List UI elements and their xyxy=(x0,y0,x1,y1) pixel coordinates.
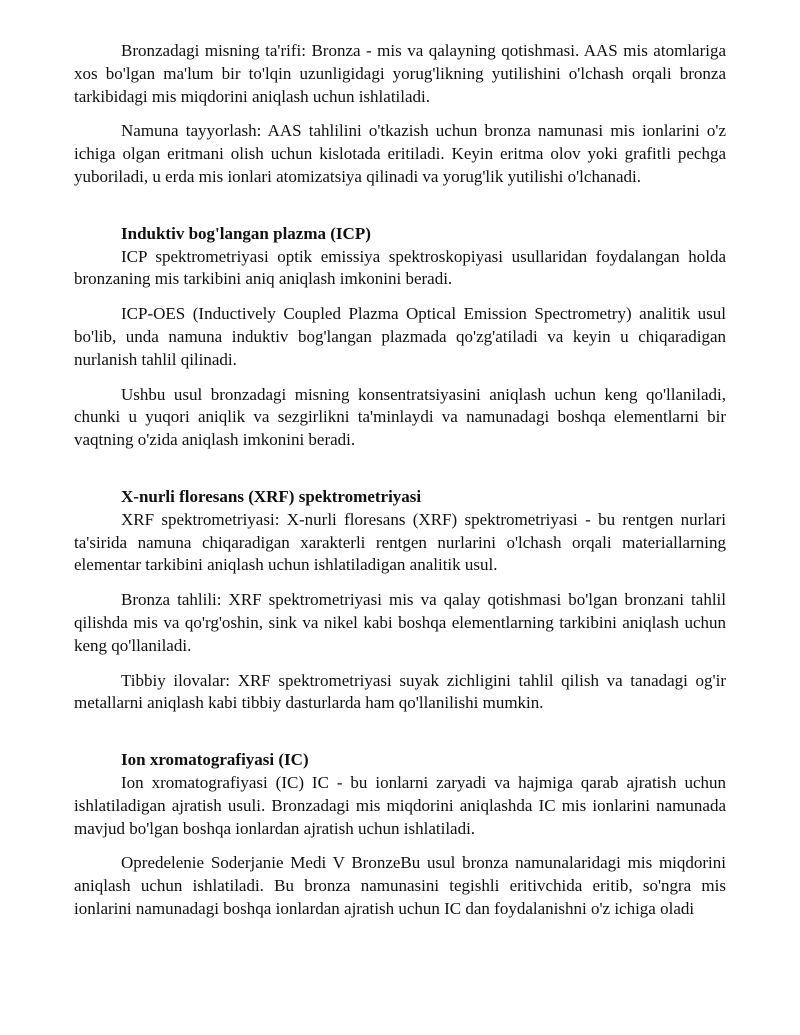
heading-ic: Ion xromatografiyasi (IC) xyxy=(121,750,309,770)
paragraph-xrf-medical: Tibbiy ilovalar: XRF spektrometriyasi suyak zichligini tahlil qilish va tanadagi og'ir metallarni aniqlash kabi tibbiy dasturlarda ham qo'llanilishi mumkin. xyxy=(74,670,726,713)
paragraph-ic-definition: Ion xromatografiyasi (IC) IC - bu ionlarni zaryadi va hajmiga qarab ajratish uchun ishlatiladigan ajratish usuli. Bronzadagi mis miqdorini aniqlashda IC mis ionlarini namunada mavjud bo'lgan boshqa ionlardan ajratish uchun ishlatiladi. xyxy=(74,772,726,838)
heading-icp: Induktiv bog'langan plazma (ICP) xyxy=(121,223,371,243)
paragraph-xrf-definition: XRF spektrometriyasi: X-nurli floresans (XRF) spektrometriyasi - bu rentgen nurlari ta'sirida namuna chiqaradigan xarakterli rentgen nurlarini o'lchash orqali materiallarning elementar tarkibini aniqlash uchun ishlatiladigan analitik usul. xyxy=(74,509,726,575)
paragraph-bronze-definition: Bronzadagi misning ta'rifi: Bronza - mis va qalayning qotishmasi. AAS mis atomlariga xos bo'lgan ma'lum bir to'lqin uzunligidagi yorug'likning yutilishini o'lchash orqali bronza tarkibidagi mis miqdorini aniqlash uchun ishlatiladi. xyxy=(74,41,726,106)
paragraph-icp-usage: Ushbu usul bronzadagi misning konsentratsiyasini aniqlash uchun keng qo'llaniladi, chunki u yuqori aniqlik va sezgirlikni ta'minlaydi va namunadagi boshqa elementlarni bir vaqtning o'zida aniqlash imkonini beradi. xyxy=(74,384,726,450)
paragraph-xrf-bronze-analysis: Bronza tahlili: XRF spektrometriyasi mis va qalay qotishmasi bo'lgan bronzani tahlil qilishda mis va qo'rg'oshin, sink va nikel kabi boshqa elementlarning tarkibini aniqlash uchun keng qo'llaniladi. xyxy=(74,590,726,655)
paragraph-icp-intro: ICP spektrometriyasi optik emissiya spektroskopiyasi usullaridan foydalangan holda bronzaning mis tarkibini aniq aniqlash imkonini beradi. xyxy=(74,246,726,289)
document-page xyxy=(74,40,726,921)
paragraph-ic-method: Opredelenie Soderjanie Medi V BronzeBu usul bronza namunalaridagi mis miqdorini aniqlash uchun ishlatiladi. Bu bronza namunasini tegishli eritivchida eritib, so'ngra mis ionlarini namunadagi boshqa ionlardan ajratish uchun IC dan foydalanishni o'z ichiga oladi xyxy=(74,853,726,918)
paragraph-sample-preparation: Namuna tayyorlash: AAS tahlilini o'tkazish uchun bronza namunasi mis ionlarini o'z ichiga olgan eritmani olish uchun kislotada eritiladi. Keyin eritma olov yoki grafitli pechga yuboriladi, u erda mis ionlari atomizatsiya qilinadi va yorug'lik yutilishi o'lchanadi. xyxy=(74,121,726,186)
paragraph-icp-oes: ICP-OES (Inductively Coupled Plazma Optical Emission Spectrometry) analitik usul bo'lib, unda namuna induktiv bog'langan plazmada qo'zg'atiladi va keyin u chiqaradigan nurlanish tahlil qilinadi. xyxy=(74,304,726,369)
heading-xrf: X-nurli floresans (XRF) spektrometriyasi xyxy=(121,486,422,506)
